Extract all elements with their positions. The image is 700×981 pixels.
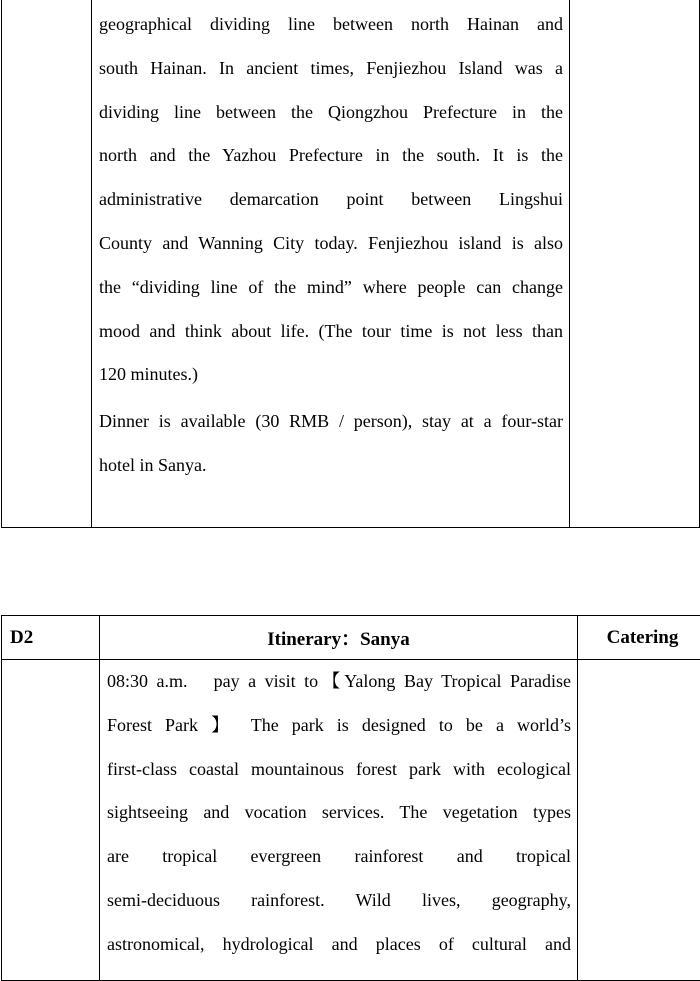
text-line: County and Wanning City today. Fenjiezhou island is also <box>99 222 563 266</box>
fenjiezhou-paragraph <box>92 0 569 397</box>
itinerary-title: Itinerary：Sanya <box>100 616 578 660</box>
table-row <box>2 0 700 528</box>
itinerary-description-cell <box>92 0 570 528</box>
text-line: Forest Park 】 The park is designed to be a world’s <box>107 704 571 748</box>
text-line: administrative demarcation point between Lingshui <box>99 178 563 222</box>
itinerary-description-cell <box>100 660 578 981</box>
text-line: Dinner is available (30 RMB / person), stay at a four-star <box>99 400 563 444</box>
text-line: dividing line between the Qiongzhou Prefecture in the <box>99 91 563 135</box>
text-line: 08:30 a.m. pay a visit to【Yalong Bay Tropical Paradise <box>107 660 571 704</box>
catering-cell-empty <box>578 660 700 981</box>
text-line: 120 minutes.) <box>99 353 563 397</box>
text-line: geographical dividing line between north Hainan and <box>99 3 563 47</box>
text-line: first-class coastal mountainous forest park with ecological <box>107 748 571 792</box>
text-line: are tropical evergreen rainforest and tropical <box>107 835 571 879</box>
dinner-paragraph <box>92 397 569 488</box>
table-row <box>2 660 700 981</box>
table-header-row <box>2 616 700 660</box>
itinerary-table-day2 <box>1 615 700 981</box>
itinerary-table-day1-continued <box>1 0 700 528</box>
text-line: astronomical, hydrological and places of cultural and <box>107 923 571 967</box>
text-line: south Hainan. In ancient times, Fenjiezhou Island was a <box>99 47 563 91</box>
day-label: D2 <box>2 616 100 660</box>
text-line: semi-deciduous rainforest. Wild lives, geography, <box>107 879 571 923</box>
catering-header: Catering <box>578 616 700 660</box>
day-cell-empty <box>2 0 92 528</box>
day-cell-empty <box>2 660 100 981</box>
text-line: mood and think about life. (The tour time is not less than <box>99 310 563 354</box>
text-line: the “dividing line of the mind” where people can change <box>99 266 563 310</box>
text-line: sightseeing and vocation services. The vegetation types <box>107 791 571 835</box>
text-line: hotel in Sanya. <box>99 444 563 488</box>
catering-cell-empty <box>570 0 700 528</box>
yalong-bay-paragraph <box>100 660 577 967</box>
text-line: north and the Yazhou Prefecture in the south. It is the <box>99 134 563 178</box>
